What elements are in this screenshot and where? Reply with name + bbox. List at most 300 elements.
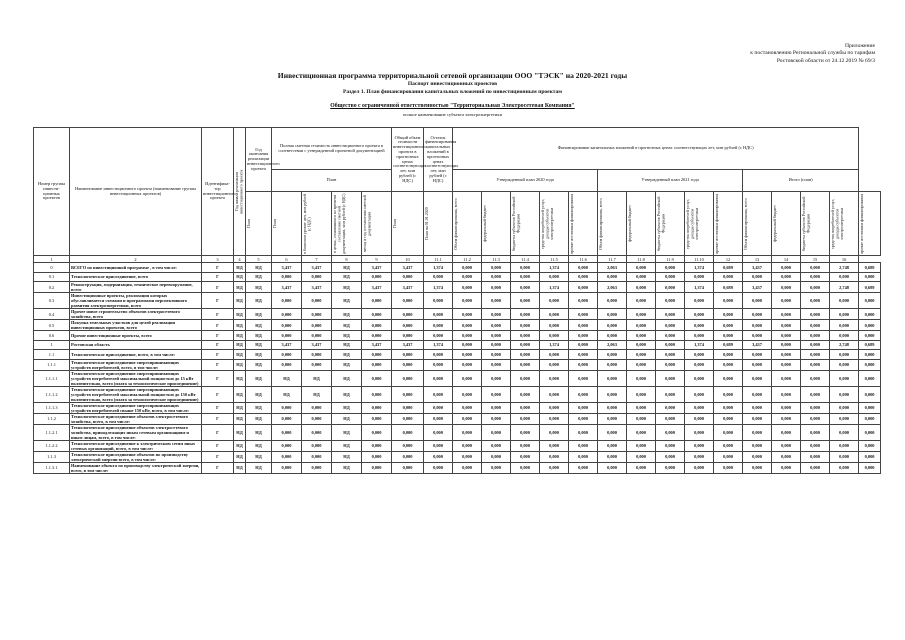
row-cell: НД [246,462,272,473]
subheader-2021-federal: федеральный бюджет [627,192,656,256]
row-cell: 0,000 [302,293,332,309]
row-cell: 0,000 [362,451,392,462]
row-cell: 0,000 [482,350,511,360]
row-cell: 0,000 [743,370,772,386]
row-cell: 0,000 [627,350,656,360]
header-total-plan: Итого (план) [743,170,859,192]
row-cell: 0,000 [743,386,772,402]
row-cell: 0,000 [482,386,511,402]
row-cell: 0,000 [743,451,772,462]
row-cell: 0,000 [272,272,302,282]
subheader-total-federal: федеральный бюджет [772,192,801,256]
row-cell: 0,000 [772,424,801,440]
row-cell: НД [332,359,362,370]
row-cell: 0,000 [627,462,656,473]
company-caption: полное наименование субъекта электроэнергетики [402,112,503,117]
row-cell: 1,374 [424,282,453,293]
row-cell: 0,000 [511,370,540,386]
row-cell: 0,000 [598,413,627,424]
row-cell: 0,000 [272,309,302,320]
row-cell: 0,000 [830,272,859,282]
row-number: 1.1.3 [34,451,70,462]
row-cell: 0,000 [569,350,598,360]
row-cell: 0,689 [859,282,881,293]
row-cell: 3,437 [272,340,302,350]
row-cell: 0,000 [772,462,801,473]
row-cell: 0,000 [424,293,453,309]
row-cell: 0,000 [685,331,714,341]
row-cell: 0,000 [859,309,881,320]
row-cell: 0,000 [656,331,685,341]
row-cell: 0,000 [453,293,482,309]
row-cell: 0,000 [540,402,569,413]
row-cell: 0,000 [453,350,482,360]
row-cell: 0,000 [482,320,511,331]
column-number: 11.9 [656,256,685,263]
row-project-name: ВСЕГО по инвестиционной программе , в том числе: [70,263,202,273]
row-cell: 0,000 [656,424,685,440]
row-cell: 0,000 [569,359,598,370]
row-cell: 1,374 [424,263,453,273]
row-cell: 0,000 [714,359,743,370]
row-cell: 3,437 [743,263,772,273]
row-cell: 1,374 [685,282,714,293]
row-cell: 0,000 [453,359,482,370]
row-cell: 0,000 [830,402,859,413]
table-row [34,309,881,320]
row-cell: 0,000 [453,370,482,386]
row-cell: 0,000 [830,320,859,331]
row-cell: 0,000 [859,462,881,473]
row-cell: Г [202,282,234,293]
row-cell: 0,000 [453,386,482,402]
row-cell: 1,374 [540,263,569,273]
row-cell: 0,000 [482,462,511,473]
row-number: 1 [34,340,70,350]
row-cell: 0,000 [272,451,302,462]
row-cell: 0,000 [598,440,627,451]
row-cell: НД [234,282,246,293]
row-cell: 2,748 [830,340,859,350]
row-cell: 0,000 [859,272,881,282]
row-number: 0.1 [34,272,70,282]
row-cell: 0,000 [743,402,772,413]
table-row [34,263,881,273]
row-cell: НД [332,413,362,424]
row-cell: 2,748 [830,282,859,293]
header-project-name: Наименование инвестиционного проекта (наименование группы инвестиционных проектов) [70,128,202,256]
row-cell: 0,000 [772,282,801,293]
row-cell: НД [246,309,272,320]
row-cell: 0,000 [685,320,714,331]
row-cell: 0,000 [482,451,511,462]
row-cell: 0,000 [772,413,801,424]
row-cell: 0,000 [859,331,881,341]
row-cell: 0,000 [302,402,332,413]
row-cell: 3,437 [392,282,424,293]
row-cell: Г [202,263,234,273]
column-number: 11.10 [685,256,714,263]
row-cell: 0,000 [627,370,656,386]
row-cell: 0,000 [830,413,859,424]
row-cell: НД [234,370,246,386]
row-cell: НД [234,424,246,440]
row-project-name: Технологическое присоединение энергопринимающих устройств потребителей, всего, в том числе: [70,359,202,370]
row-cell: 0,000 [598,293,627,309]
row-cell: 0,000 [685,359,714,370]
row-cell: 0,000 [627,451,656,462]
row-cell: 0,000 [656,350,685,360]
row-cell: 0,000 [743,331,772,341]
column-number: 11.6 [569,256,598,263]
row-number: 1.1.1.2 [34,386,70,402]
row-cell: 0,000 [569,386,598,402]
row-cell: 0,000 [598,272,627,282]
row-project-name: Прочее новое строительство объектов электросетевого хозяйства, всего [70,309,202,320]
row-cell: 0,000 [540,293,569,309]
row-cell: 0,000 [453,462,482,473]
row-cell: НД [246,350,272,360]
row-cell: 0,000 [598,350,627,360]
row-cell: НД [332,331,362,341]
row-cell: 0,000 [482,359,511,370]
row-cell: 0,000 [362,309,392,320]
subheader-total-total: Объем финансирования, всего [743,192,772,256]
row-cell: 0,000 [392,331,424,341]
subheader-plan-b: План [392,192,424,256]
row-cell: 0,000 [685,370,714,386]
row-cell: 2,063 [598,282,627,293]
row-cell: 0,000 [656,320,685,331]
subheader-total-other: прочие источники финансирования [859,192,881,256]
row-cell: 0,000 [627,340,656,350]
row-cell: 0,000 [859,413,881,424]
row-cell: 0,000 [511,440,540,451]
row-cell: 0,000 [743,424,772,440]
row-cell: НД [246,282,272,293]
row-cell: 3,437 [392,263,424,273]
column-number: 1 [34,256,70,263]
column-number: 4 [234,256,246,263]
row-cell: 0,000 [392,386,424,402]
row-cell: 0,000 [801,386,830,402]
subheader-total-regional: бюджеты субъектов Российской Федерации [801,192,830,256]
column-number: 11.8 [627,256,656,263]
row-number: 1.1.1.3 [34,402,70,413]
company-name: Общество с ограниченной ответственностью "Территориальная Электросетевая Компания" [330,103,575,109]
row-cell: 0,000 [482,440,511,451]
row-cell: НД [332,350,362,360]
row-cell: 0,000 [772,370,801,386]
table-body [34,263,881,474]
row-cell: 0,000 [685,413,714,424]
row-project-name: Технологическое присоединение объектов электросетевого хозяйства, всего, в том числе: [70,413,202,424]
row-cell: 0,000 [801,320,830,331]
row-cell: 0,000 [569,440,598,451]
row-cell: НД [246,402,272,413]
row-cell: 0,000 [656,293,685,309]
row-cell: 0,000 [714,370,743,386]
header-plan: План [272,170,392,192]
row-cell: НД [332,370,362,386]
row-cell: 0,000 [743,320,772,331]
row-cell: 0,000 [511,424,540,440]
row-cell: 0,000 [656,272,685,282]
column-number: 7 [302,256,332,263]
row-cell: 0,000 [656,370,685,386]
subheader-2020-federal: федеральный бюджет [482,192,511,256]
row-project-name: Технологическое присоединение, всего [70,272,202,282]
row-cell: 0,000 [714,440,743,451]
subheader-plan-a: План [272,192,302,256]
row-cell: 0,000 [302,424,332,440]
row-cell: НД [332,440,362,451]
row-cell: 0,000 [424,402,453,413]
row-cell: Г [202,413,234,424]
row-cell: НД [246,440,272,451]
row-cell: 0,000 [714,424,743,440]
row-cell: 0,000 [859,320,881,331]
row-cell: 0,000 [424,370,453,386]
row-cell: 0,000 [859,359,881,370]
row-cell: Г [202,309,234,320]
row-cell: 0,000 [685,440,714,451]
row-cell: 0,000 [392,350,424,360]
row-cell: 0,000 [540,424,569,440]
row-cell: НД [234,386,246,402]
row-number: 1.1.1 [34,359,70,370]
row-cell: 0,000 [627,320,656,331]
row-cell: 1,374 [540,340,569,350]
row-cell: Г [202,272,234,282]
appendix-line-2: к постановлению Региональной службы по тарифам [750,50,875,57]
subheader-2020-regional: бюджеты субъектов Российской Федерации [511,192,540,256]
row-cell: 0,000 [569,370,598,386]
row-cell: 0,000 [424,440,453,451]
subheader-estimate-price: в ценах, сложившихся ко времени составления сметной документации, млн рублей (с НДС) [332,192,362,256]
row-cell: 0,000 [362,462,392,473]
row-cell: НД [234,340,246,350]
row-cell: 0,000 [424,359,453,370]
row-cell: 0,000 [801,340,830,350]
row-cell: 0,000 [743,413,772,424]
row-cell: 0,000 [772,309,801,320]
row-cell: 0,000 [569,272,598,282]
header-end-year: Год окончания реализации инвестиционного проекта [246,128,272,192]
subheader-2021-total: Объем финансирования, всего [598,192,627,256]
row-cell: 0,000 [627,272,656,282]
subheader-base-price: в базисном уровне цен, млн рублей (с НДС) [302,192,332,256]
row-cell: 0,000 [392,293,424,309]
row-cell: 0,000 [598,424,627,440]
row-cell: НД [246,413,272,424]
row-cell: 0,000 [511,359,540,370]
row-cell: 0,000 [598,402,627,413]
row-cell: 0,000 [272,402,302,413]
table-row [34,320,881,331]
row-cell: 3,437 [272,282,302,293]
row-cell: 0,000 [830,293,859,309]
row-cell: 0,000 [830,359,859,370]
row-cell: 0,000 [302,451,332,462]
row-cell: 0,000 [801,462,830,473]
row-project-name: Технологическое присоединение к электрическим сетям иных сетевых организаций, всего, в том числе: [70,440,202,451]
row-cell: 0,000 [424,272,453,282]
row-cell: Г [202,359,234,370]
row-number: 0 [34,263,70,273]
row-cell: 0,000 [392,359,424,370]
row-cell: 0,000 [627,293,656,309]
row-cell: 0,000 [801,350,830,360]
row-cell: 0,000 [540,359,569,370]
row-cell: 0,000 [362,293,392,309]
row-cell: 0,000 [569,282,598,293]
row-cell: 0,000 [569,331,598,341]
row-number: 0.3 [34,293,70,309]
row-cell: 0,000 [714,320,743,331]
row-cell: 0,000 [598,331,627,341]
row-cell: 0,000 [685,402,714,413]
row-cell: 0,000 [302,413,332,424]
row-cell: 0,000 [482,424,511,440]
row-cell: 3,437 [743,282,772,293]
row-cell: 0,000 [830,424,859,440]
row-cell: 0,000 [569,413,598,424]
row-cell: 0,000 [627,386,656,402]
subheader-remaining-date: План на 01.01.2020 [424,192,453,256]
row-cell: 0,000 [540,320,569,331]
row-cell: 0,000 [362,320,392,331]
column-number: 10 [392,256,424,263]
row-cell: 0,000 [627,413,656,424]
row-cell: 0,000 [627,359,656,370]
row-cell: 0,000 [302,320,332,331]
row-cell: 0,000 [453,331,482,341]
row-cell: 0,000 [569,424,598,440]
row-cell: 0,000 [714,451,743,462]
column-number: 11.5 [540,256,569,263]
row-cell: 0,000 [801,331,830,341]
row-cell: 1,374 [540,282,569,293]
row-cell: 0,000 [714,386,743,402]
row-cell: НД [272,386,302,402]
row-cell: 0,000 [392,309,424,320]
subheader-2021-own: средства потребителей услуг, доходы субъектов электроэнергетики [685,192,714,256]
row-cell: НД [234,413,246,424]
row-cell: НД [332,451,362,462]
row-cell: Г [202,293,234,309]
row-cell: 0,000 [743,293,772,309]
row-cell: 0,000 [743,462,772,473]
row-cell: 0,000 [453,320,482,331]
row-cell: 0,000 [714,462,743,473]
subheader-2021-other: прочие источники финансирования [714,192,743,256]
row-cell: 0,000 [598,320,627,331]
appendix-note [695,43,875,65]
row-cell: 0,000 [830,386,859,402]
row-cell: 0,000 [656,359,685,370]
row-cell: 0,000 [627,309,656,320]
row-cell: 0,000 [627,263,656,273]
row-cell: 0,000 [685,350,714,360]
row-cell: 0,689 [859,340,881,350]
row-cell: 0,000 [714,293,743,309]
row-cell: 0,000 [714,331,743,341]
header-funding: Финансирование капитальных вложений в прогнозных ценах соответствующих лет, млн рублей (с НДС) [453,128,859,170]
row-cell: 0,000 [453,424,482,440]
row-cell: 0,000 [302,359,332,370]
row-cell: 0,000 [830,440,859,451]
row-cell: 0,000 [302,440,332,451]
row-cell: 0,000 [272,331,302,341]
row-cell: 0,000 [392,462,424,473]
row-cell: 0,000 [830,451,859,462]
row-cell: 0,000 [772,451,801,462]
row-cell: 0,000 [772,320,801,331]
row-cell: 2,748 [830,263,859,273]
row-cell: 0,000 [859,402,881,413]
row-cell: 0,689 [714,340,743,350]
row-cell: 0,000 [511,263,540,273]
row-cell: 0,000 [392,424,424,440]
row-cell: 0,000 [859,350,881,360]
subheader-2020-own: средства потребителей услуг, доходы субъектов электроэнергетики [540,192,569,256]
row-cell: 0,000 [540,462,569,473]
row-cell: 0,000 [540,386,569,402]
row-cell: 0,000 [569,340,598,350]
row-cell: 0,000 [453,272,482,282]
row-cell: 0,000 [656,340,685,350]
row-cell: 0,000 [569,462,598,473]
row-cell: НД [246,263,272,273]
row-cell: НД [302,370,332,386]
row-cell: 0,000 [772,263,801,273]
row-cell: 0,000 [453,282,482,293]
column-number: 12 [714,256,743,263]
row-cell: 1,374 [424,340,453,350]
row-cell: 0,000 [362,413,392,424]
row-cell: 0,000 [540,309,569,320]
row-cell: 0,000 [511,331,540,341]
row-cell: 0,000 [272,440,302,451]
row-cell: 0,000 [685,451,714,462]
row-number: 1.1.3.1 [34,462,70,473]
row-cell: НД [246,272,272,282]
row-cell: НД [332,424,362,440]
row-cell: 0,000 [302,462,332,473]
row-cell: 0,000 [801,451,830,462]
header-total-cost: Общий объем стоимости инвестиционного проекта в прогнозных ценах соответствующих лет, млн рублей (с НДС) [392,128,424,192]
row-cell: 0,000 [801,424,830,440]
row-cell: 0,000 [511,350,540,360]
row-project-name: Прочие инвестиционные проекты, всего [70,331,202,341]
row-cell: 0,000 [511,402,540,413]
row-cell: 0,000 [424,309,453,320]
row-number: 1.1.2 [34,413,70,424]
row-cell: 0,000 [424,386,453,402]
row-cell: 0,000 [830,331,859,341]
row-cell: 0,000 [830,462,859,473]
row-cell: 0,000 [743,309,772,320]
row-cell: 1,374 [685,340,714,350]
row-cell: 0,000 [482,402,511,413]
row-cell: 0,000 [801,440,830,451]
table-row [34,282,881,293]
row-cell: 0,000 [685,272,714,282]
row-cell: 0,000 [453,413,482,424]
row-cell: НД [246,340,272,350]
subheader-2021-regional: бюджеты субъектов Российской Федерации [656,192,685,256]
